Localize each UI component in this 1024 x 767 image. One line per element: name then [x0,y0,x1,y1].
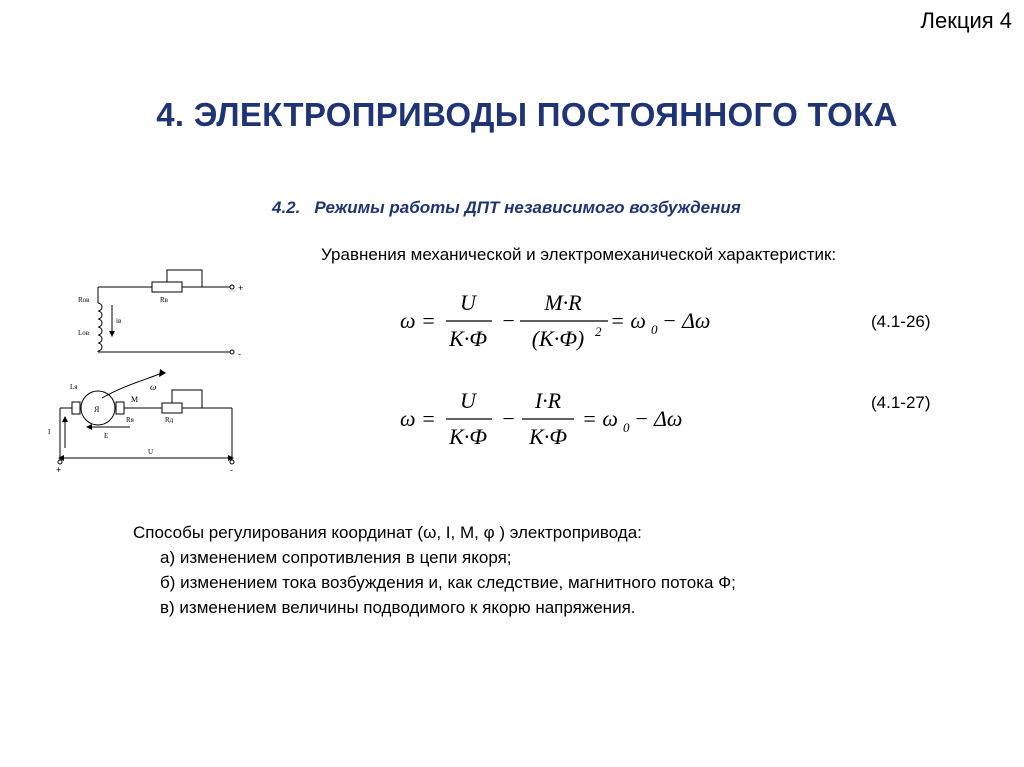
eq1-rhs-tail: − Δω [662,308,711,333]
section-title: Режимы работы ДПТ независимого возбуждения [314,198,741,217]
eq2-rhs-sub: 0 [623,420,630,435]
equation-1-graphic [398,288,738,358]
equation-number-2: (4.1-27) [871,393,931,412]
eq1-rhs-sub: 0 [651,322,658,337]
eq1-frac2-exp: 2 [595,324,602,339]
equation-mechanical [398,288,738,364]
label-armature-plus: + [56,465,62,475]
section-subtitle [272,198,741,218]
label-iv: iв [116,317,122,325]
label-ly: Lя [70,383,78,391]
eq1-lhs: ω = [400,308,436,333]
eq1-frac2-num: M·R [544,290,582,315]
field-circuit [98,270,234,354]
label-rd: Rд [165,416,174,424]
eq1-frac1-den: K·Ф [449,326,487,351]
eq2-rhs: = ω [582,406,618,431]
equation-number-1: (4.1-26) [871,312,931,331]
field-current-arrow [109,331,115,337]
method-item: а) изменением сопротивления в цепи якоря; [160,548,512,567]
lecture-label: Лекция 4 [920,8,1012,33]
eq1-rhs: = ω [610,308,646,333]
rotation-arrow [159,369,166,377]
method-item: б) изменением тока возбуждения и, как следствие, магнитного потока Ф; [160,573,736,592]
eq2-frac1-den: K·Ф [449,424,487,449]
eq2-lhs: ω = [400,406,436,431]
label-u: U [148,448,154,456]
label-y: Я [94,405,100,414]
label-lov: Lов [78,329,90,337]
armature-circuit [58,373,234,464]
eq2-frac1-num: U [460,388,476,413]
label-e: E [104,432,109,440]
equation-2-graphic [398,386,738,456]
label-field-minus: - [238,349,241,359]
label-armature-minus: - [230,465,233,475]
equations-intro: Уравнения механической и электромеханической характеристик: [321,245,837,264]
emf-arrow [86,424,92,430]
label-rov: Rов [78,296,90,304]
eq1-frac2-den: (K·Ф) [531,326,585,351]
control-methods [133,520,736,620]
circuit-diagram [40,265,260,480]
label-omega: ω [150,382,157,392]
label-m: M [131,395,139,404]
label-i: I [48,428,51,436]
eq2-frac2-den: K·Ф [529,424,567,449]
equation-electromechanical [398,386,738,462]
eq2-minus: − [501,406,516,431]
label-rv: Rв [160,296,168,304]
eq2-frac2-num: I·R [534,388,562,413]
eq1-frac1-num: U [460,290,476,315]
page-title: 4. ЭЛЕКТРОПРИВОДЫ ПОСТОЯННОГО ТОКА [156,96,898,133]
eq2-rhs-tail: − Δω [634,406,683,431]
label-ry: Rя [126,416,134,424]
armature-current-arrow [62,416,68,422]
label-field-plus: + [238,283,244,293]
methods-heading: Способы регулирования координат (ω, I, M, φ ) электропривода: [133,523,642,542]
method-item: в) изменением величины подводимого к якорю напряжения. [160,598,636,617]
section-number: 4.2. [272,198,301,217]
eq1-minus: − [501,308,516,333]
